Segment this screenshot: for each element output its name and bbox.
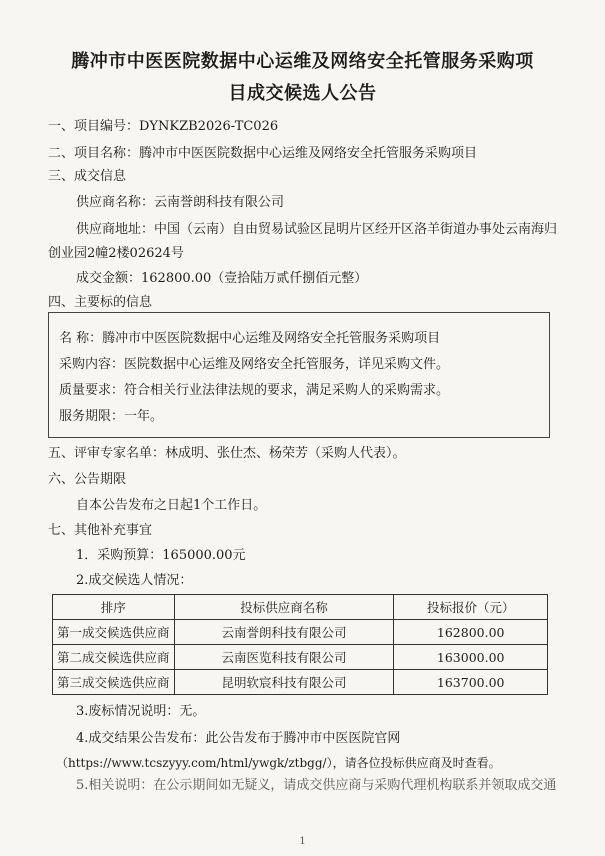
media-notice-line-2: （https://www.tcszyyy.com/html/ywgk/ztbgg/），请各位投标供应商及时查看。 [56,756,501,770]
review-experts: 五、评审专家名单：林成明、张仕杰、杨荣芳（采购人代表）。 [48,446,406,461]
section-notice-period: 六、公告期限 [48,472,127,487]
project-number: 一、项目编号：DYNKZB2026-TC026 [48,119,279,134]
page-title [40,46,565,110]
supplier-address-line-2: 创业园2幢2楼02624号 [48,246,184,261]
section-main-info: 四、主要标的信息 [48,295,153,310]
row-rank: 第三成交候选供应商 [53,670,175,695]
media-notice-line-1: 4.成交结果公告发布：此公告发布于腾冲市中医医院官网 [76,731,401,746]
main-info-name: 名 称：腾冲市中医医院数据中心运维及网络安全托管服务采购项目 [59,331,441,346]
table-row [53,670,548,695]
project-name: 二、项目名称：腾冲市中医医院数据中心运维及网络安全托管服务采购项目 [48,146,478,161]
notice-period-text: 自本公告发布之日起1个工作日。 [76,498,267,513]
table-row [53,645,548,670]
candidates-table [52,594,548,695]
candidates-title: 2.成交候选人情况： [76,573,193,588]
main-info-content: 采购内容：医院数据中心运维及网络安全托管服务，详见采购文件。 [59,357,450,372]
main-info-quality: 质量要求：符合相关行业法律法规的要求，满足采购人的采购需求。 [59,383,450,398]
main-info-box [48,312,550,438]
header-supplier: 投标供应商名称 [174,595,394,620]
supplier-address-line-1: 供应商地址：中国（云南）自由贸易试验区昆明片区经开区洛羊街道办事处云南海归 [76,222,558,237]
row-price: 163700.00 [394,670,548,695]
row-rank: 第二成交候选供应商 [53,645,175,670]
related-notes: 5.相关说明：在公示期间如无疑义，请成交供应商与采购代理机构联系并领取成交通 [76,778,557,793]
row-supplier: 云南医览科技有限公司 [174,645,394,670]
table-header-row [53,595,548,620]
row-price: 162800.00 [394,620,548,645]
title-line-2: 目成交候选人公告 [228,83,377,104]
row-rank: 第一成交候选供应商 [53,620,175,645]
row-supplier: 昆明软宸科技有限公司 [174,670,394,695]
main-info-period: 服务期限：一年。 [59,409,164,424]
row-price: 163000.00 [394,645,548,670]
invalid-bid-note: 3.废标情况说明：无。 [76,704,206,719]
deal-amount: 成交金额：162800.00（壹拾陆万贰仟捌佰元整） [76,271,368,286]
page-number: 1 [299,836,306,847]
section-other-matters: 七、其他补充事宜 [48,523,153,538]
title-line-1: 腾冲市中医医院数据中心运维及网络安全托管服务采购项 [71,51,534,72]
procurement-budget: 1．采购预算：165000.00元 [76,548,246,563]
supplier-name: 供应商名称：云南誉朗科技有限公司 [76,195,285,210]
header-price: 投标报价（元） [394,595,548,620]
row-supplier: 云南誉朗科技有限公司 [174,620,394,645]
section-deal-info: 三、成交信息 [48,169,127,184]
header-rank: 排序 [53,595,175,620]
table-row [53,620,548,645]
